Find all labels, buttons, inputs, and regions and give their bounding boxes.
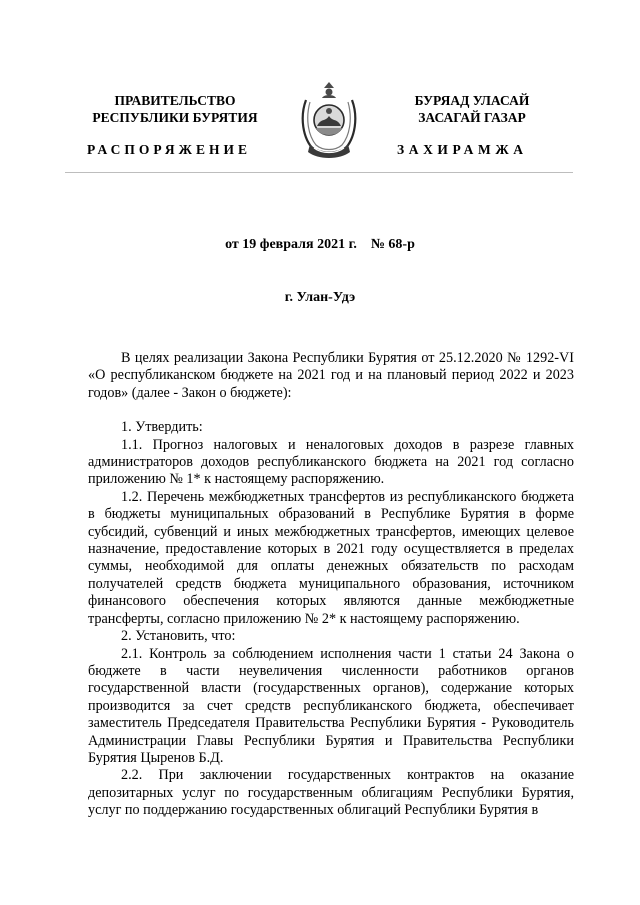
header-divider [65, 172, 573, 173]
paragraph-item-1-1: 1.1. Прогноз налоговых и неналоговых доходов в разрезе главных администраторов доходов республиканского бюджета на 2021 год согласно приложению № 1* к настоящему распоряжению. [88, 436, 574, 488]
document-kind-ru: РАСПОРЯЖЕНИЕ [87, 142, 252, 157]
document-city: г. Улан-Удэ [284, 290, 356, 305]
left-org-name [80, 92, 270, 126]
right-org-line-2: ЗАСАГАЙ ГАЗАР [418, 110, 526, 125]
document-kind-bua: ЗАХИРАМЖА [397, 142, 528, 157]
right-org-line-1: БУРЯАД УЛАСАЙ [414, 93, 530, 108]
coat-of-arms-icon [296, 82, 362, 160]
right-org-name [382, 92, 562, 126]
paragraph-item-2: 2. Установить, что: [121, 628, 236, 645]
paragraph-item-2-2: 2.2. При заключении государственных контрактов на оказание депозитарных услуг по государственным облигациям Республики Бурятия, услуг по поддержанию государственных облигаций Республики Бурятия в [88, 767, 574, 819]
paragraph-preamble: В целях реализации Закона Республики Бурятия от 25.12.2020 № 1292-VI «О республиканском бюджете на 2021 год и на плановый период 2022 и 2023 годов» (далее - Закон о бюджете): [88, 350, 574, 401]
left-org-line-2: РЕСПУБЛИКИ БУРЯТИЯ [92, 110, 258, 125]
left-org-line-1: ПРАВИТЕЛЬСТВО [114, 93, 236, 108]
paragraph-item-1: 1. Утвердить: [121, 419, 203, 436]
paragraph-item-1-2: 1.2. Перечень межбюджетных трансфертов из республиканского бюджета в бюджеты муниципальных образований в Республике Бурятия в форме субсидий, субвенций и иных межбюджетных трансфертов, имеющих целевое назначение, предоставление которых в 2021 году осуществляется в пределах суммы, необходимой для оплаты денежных обязательств по расходам получателей средств бюджета муниципального образования, источником финансового обеспечения которых являются данные межбюджетные трансферты, согласно приложению № 2* к настоящему распоряжению. [88, 488, 574, 627]
document-date-number: от 19 февраля 2021 г. № 68-р [225, 237, 415, 252]
paragraph-item-2-1: 2.1. Контроль за соблюдением исполнения части 1 статьи 24 Закона о бюджете в части неувеличения численности работников органов государственной власти (государственных органов), содержание которых производится за счет средств республиканского бюджета, обеспечивает заместитель Председателя Правительства Республики Бурятия - Руководитель Администрации Главы Республики Бурятия и Правительства Республики Бурятия Цыренов Б.Д. [88, 645, 574, 766]
document-body [88, 350, 574, 820]
